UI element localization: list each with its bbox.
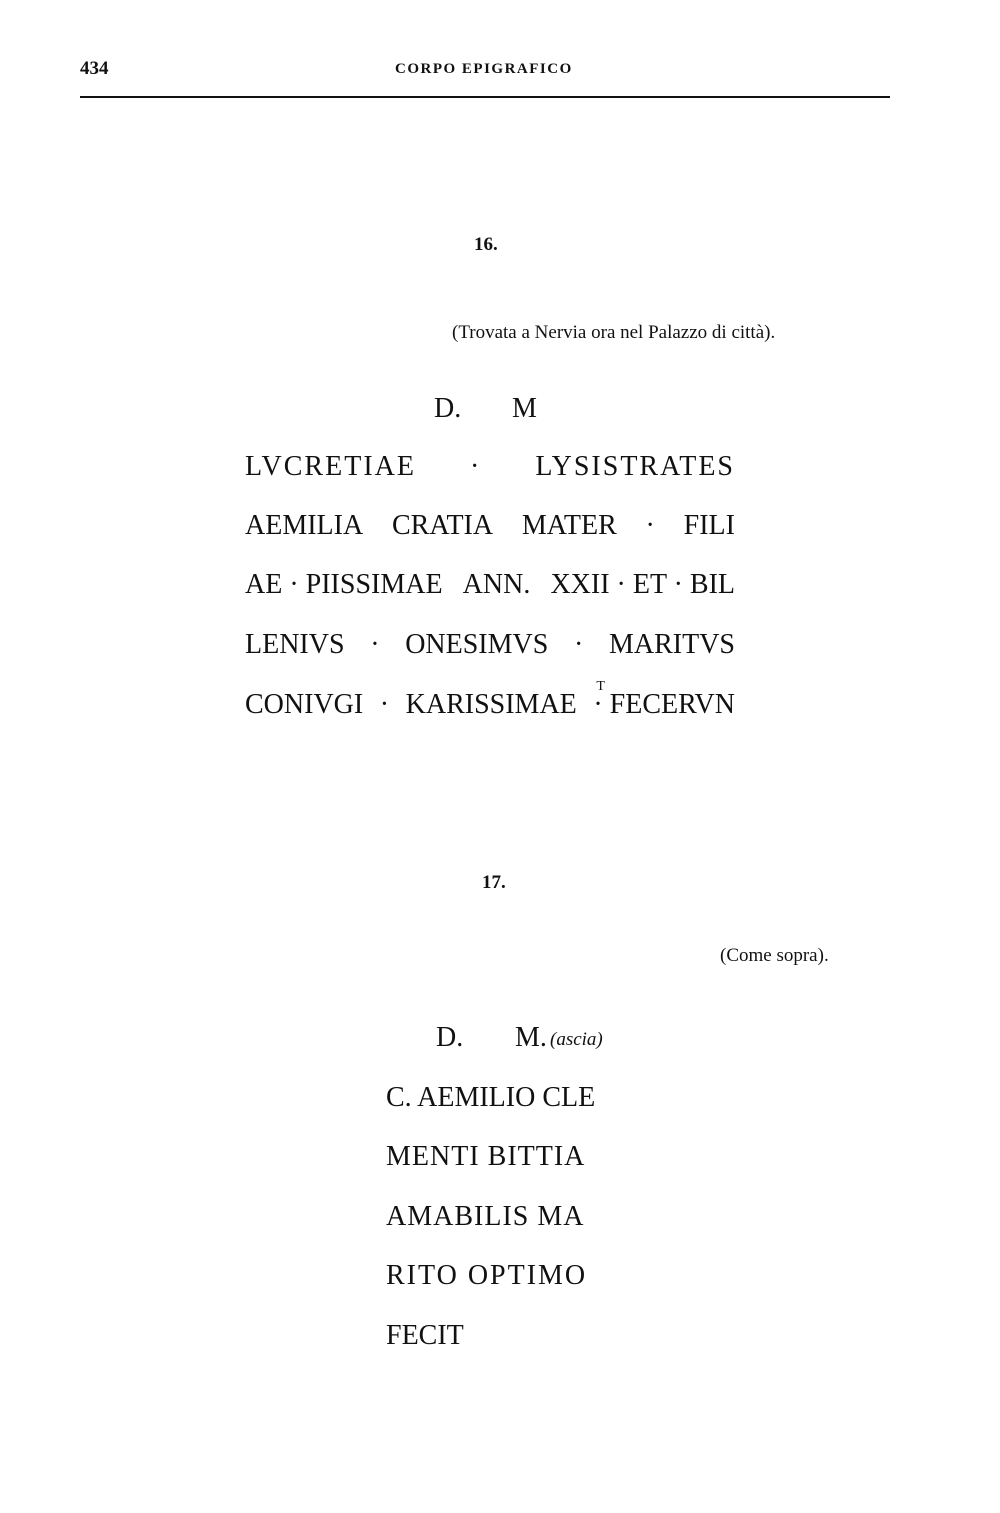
inscription-17-ascia: (ascia) — [550, 1029, 603, 1050]
line-4-word-5: MARITVS — [608, 629, 735, 660]
inscription-17-number: 17. — [482, 872, 506, 893]
line-1-word-1: LVCRETIAE — [245, 451, 416, 482]
inscription-16-dm-d: D. — [434, 393, 462, 424]
line-5-word-3: KARISSIMAE — [405, 689, 577, 720]
inscription-17-line-3: AMABILIS MA — [386, 1201, 585, 1232]
line-2-word-3: MATER — [521, 510, 617, 541]
line-4-word-4: · — [573, 629, 584, 660]
line-1-word-3: LYSISTRATES — [535, 451, 735, 482]
inscription-17-line-1: C. AEMILIO CLE — [386, 1082, 596, 1113]
line-4-word-2: · — [370, 629, 380, 660]
inscription-17-line-2: MENTI BITTIA — [386, 1141, 586, 1172]
line-2-word-5: FILI — [683, 510, 735, 541]
line-1-word-2: · — [469, 451, 482, 482]
page-number: 434 — [80, 58, 109, 79]
line-3-word-3: XXII · ET · BIL — [550, 569, 735, 600]
inscription-17-line-4: RITO OPTIMO — [386, 1260, 588, 1291]
inscription-16-line-3 — [245, 569, 735, 601]
line-5-word-4: T · FECERVN — [593, 689, 735, 721]
inscription-17-dm-d: D. — [436, 1022, 464, 1053]
line-3-word-1: AE · PIISSIMAE — [245, 569, 443, 600]
inscription-16-provenance: (Trovata a Nervia ora nel Palazzo di città). — [452, 322, 776, 343]
running-title: CORPO EPIGRAFICO — [395, 61, 573, 77]
inscription-16-dm-m: M — [512, 393, 537, 424]
line-3-word-2: ANN. — [462, 569, 531, 600]
inscription-17-provenance: (Come sopra). — [720, 945, 829, 966]
inscription-17-line-5: FECIT — [386, 1320, 464, 1351]
inscription-16-number: 16. — [474, 234, 498, 255]
line-4-word-1: LENIVS — [245, 629, 345, 660]
inscription-16-line-2 — [245, 510, 735, 542]
inscription-16-line-4 — [245, 629, 735, 661]
line-4-word-3: ONESIMVS — [405, 629, 549, 660]
inscription-16-line-5 — [245, 689, 735, 721]
inscription-17-dm-m: M. — [515, 1022, 547, 1053]
line-5-word-1: CONIVGI — [245, 689, 364, 720]
line-2-word-2: CRATIA — [391, 510, 494, 541]
line-2-word-1: AEMILIA — [245, 510, 364, 541]
line-5-word-2: · — [379, 689, 390, 720]
line-2-word-4: · — [645, 510, 655, 541]
header-rule — [80, 96, 890, 98]
inscription-16-line-1 — [245, 451, 735, 483]
